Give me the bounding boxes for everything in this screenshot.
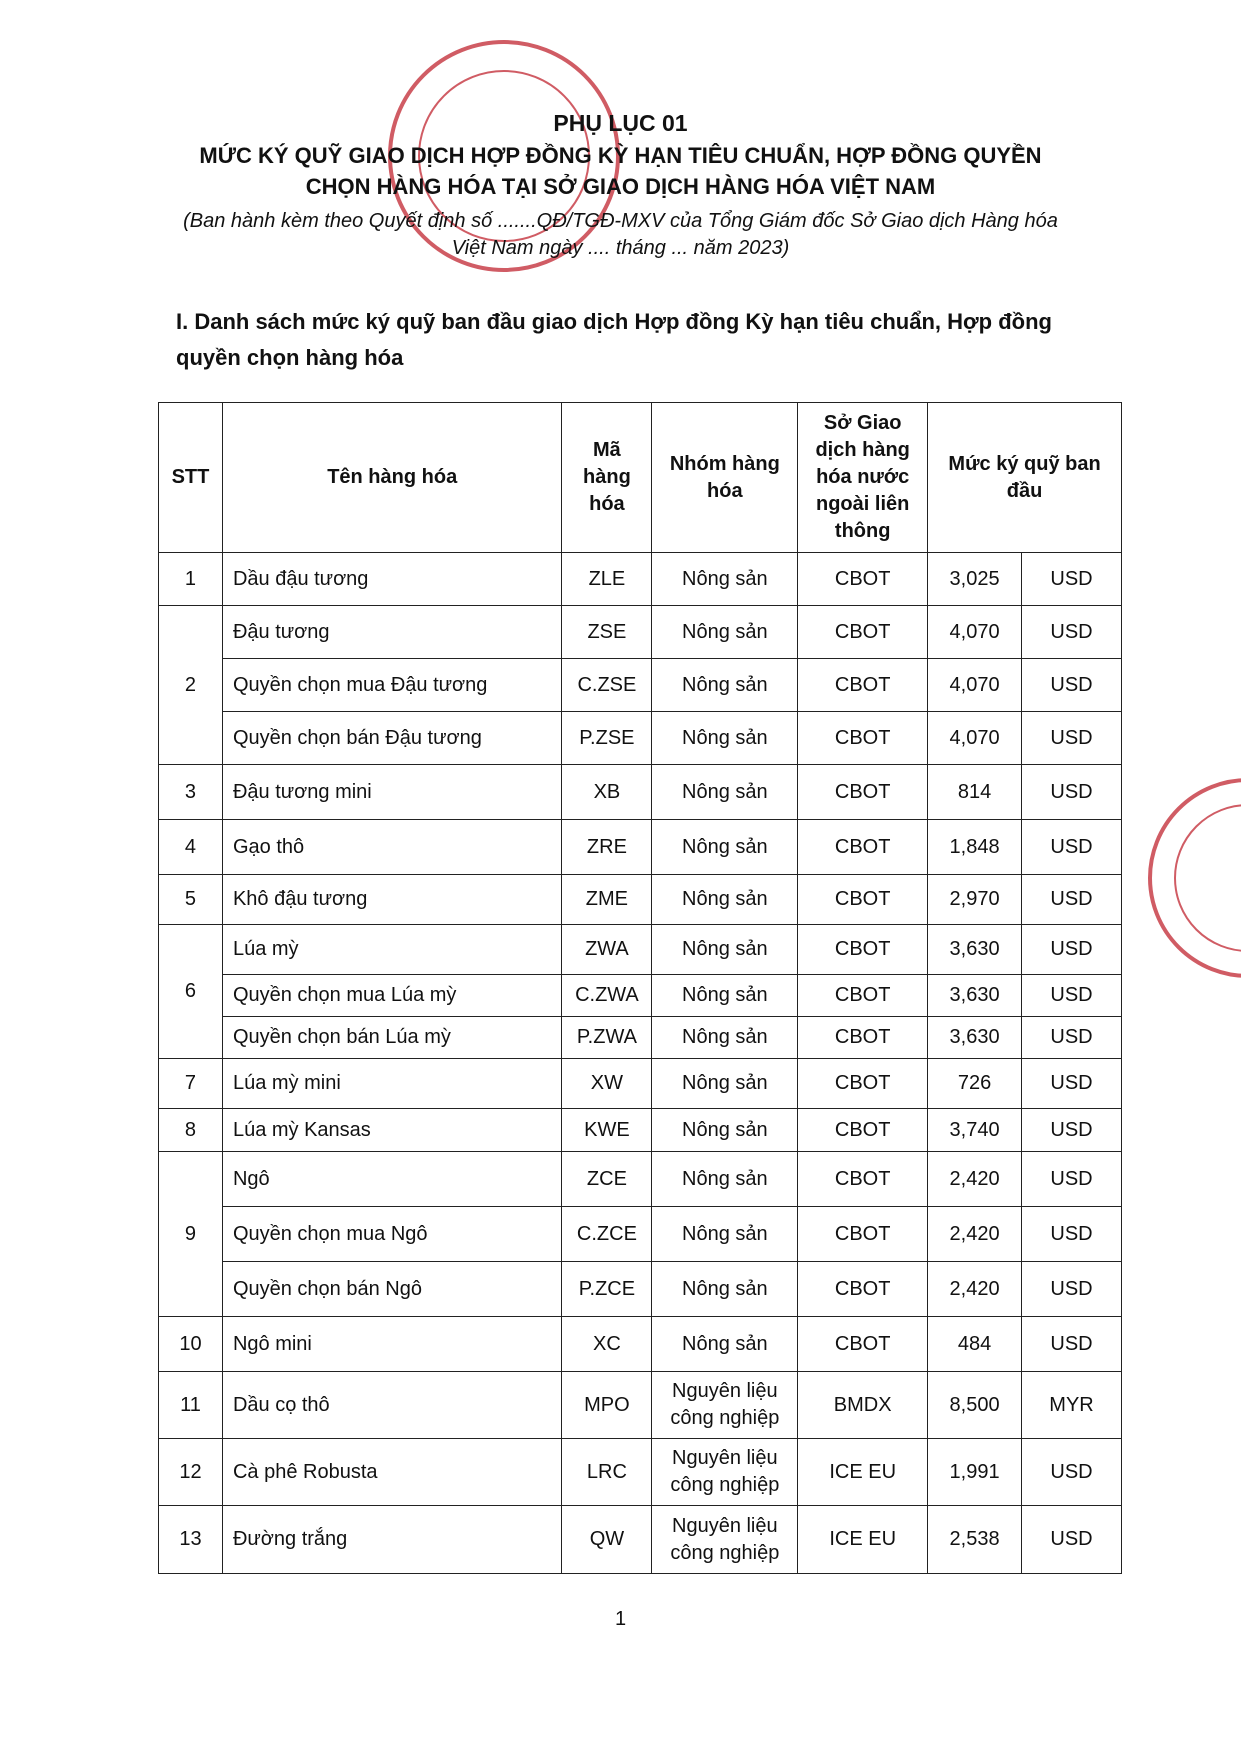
cell-exchange: CBOT xyxy=(798,975,928,1017)
cell-stt: 12 xyxy=(159,1439,223,1506)
cell-group: Nông sản xyxy=(652,553,798,606)
cell-value: 2,420 xyxy=(928,1262,1022,1317)
cell-currency: USD xyxy=(1022,553,1122,606)
cell-code: KWE xyxy=(562,1109,652,1152)
cell-exchange: CBOT xyxy=(798,1152,928,1207)
cell-value: 726 xyxy=(928,1059,1022,1109)
cell-code: P.ZWA xyxy=(562,1017,652,1059)
cell-code: XW xyxy=(562,1059,652,1109)
cell-stt: 13 xyxy=(159,1506,223,1574)
appendix-title: PHỤ LỤC 01 xyxy=(553,110,688,136)
cell-exchange: CBOT xyxy=(798,659,928,712)
cell-exchange: CBOT xyxy=(798,875,928,925)
cell-group: Nông sản xyxy=(652,1017,798,1059)
cell-currency: USD xyxy=(1022,1059,1122,1109)
table-row xyxy=(159,1262,1122,1317)
cell-exchange: CBOT xyxy=(798,712,928,765)
cell-code: XC xyxy=(562,1317,652,1372)
cell-group: Nông sản xyxy=(652,712,798,765)
cell-value: 3,740 xyxy=(928,1109,1022,1152)
table-row xyxy=(159,925,1122,975)
cell-exchange: CBOT xyxy=(798,765,928,820)
cell-exchange: CBOT xyxy=(798,1059,928,1109)
cell-exchange: ICE EU xyxy=(798,1439,928,1506)
cell-stt: 9 xyxy=(159,1152,223,1317)
table-row xyxy=(159,975,1122,1017)
cell-group: Nông sản xyxy=(652,875,798,925)
cell-code: C.ZSE xyxy=(562,659,652,712)
cell-group: Nông sản xyxy=(652,1059,798,1109)
cell-code: C.ZWA xyxy=(562,975,652,1017)
header-group: Nhóm hàng hóa xyxy=(652,403,798,553)
cell-name: Quyền chọn mua Lúa mỳ xyxy=(222,975,561,1017)
cell-stt: 10 xyxy=(159,1317,223,1372)
cell-name: Lúa mỳ mini xyxy=(222,1059,561,1109)
table-row xyxy=(159,1372,1122,1439)
table-row xyxy=(159,606,1122,659)
cell-currency: USD xyxy=(1022,765,1122,820)
cell-group: Nguyên liệu công nghiệp xyxy=(652,1439,798,1506)
cell-group: Nông sản xyxy=(652,1152,798,1207)
document-subtitle-line1: MỨC KÝ QUỸ GIAO DỊCH HỢP ĐỒNG KỲ HẠN TIÊU CHUẨN, HỢP ĐỒNG QUYỀN xyxy=(199,143,1042,168)
cell-name: Dầu cọ thô xyxy=(222,1372,561,1439)
table-row xyxy=(159,1152,1122,1207)
cell-name: Quyền chọn mua Ngô xyxy=(222,1207,561,1262)
cell-group: Nông sản xyxy=(652,606,798,659)
cell-name: Dầu đậu tương xyxy=(222,553,561,606)
red-seal-stamp-edge xyxy=(1148,778,1241,978)
cell-stt: 6 xyxy=(159,925,223,1059)
cell-value: 2,420 xyxy=(928,1207,1022,1262)
cell-name: Ngô xyxy=(222,1152,561,1207)
cell-stt: 4 xyxy=(159,820,223,875)
cell-value: 3,025 xyxy=(928,553,1022,606)
cell-code: ZWA xyxy=(562,925,652,975)
table-row xyxy=(159,553,1122,606)
cell-value: 2,420 xyxy=(928,1152,1022,1207)
cell-stt: 2 xyxy=(159,606,223,765)
cell-code: ZME xyxy=(562,875,652,925)
cell-stt: 3 xyxy=(159,765,223,820)
cell-name: Quyền chọn mua Đậu tương xyxy=(222,659,561,712)
cell-name: Đường trắng xyxy=(222,1506,561,1574)
page-number: 1 xyxy=(614,1608,627,1630)
cell-currency: USD xyxy=(1022,1017,1122,1059)
cell-currency: USD xyxy=(1022,606,1122,659)
cell-group: Nông sản xyxy=(652,765,798,820)
cell-code: ZCE xyxy=(562,1152,652,1207)
seal-inner-ring xyxy=(1174,804,1241,952)
cell-currency: USD xyxy=(1022,875,1122,925)
header-code: Mã hàng hóa xyxy=(562,403,652,553)
cell-code: LRC xyxy=(562,1439,652,1506)
cell-currency: USD xyxy=(1022,820,1122,875)
cell-code: P.ZCE xyxy=(562,1262,652,1317)
cell-value: 2,538 xyxy=(928,1506,1022,1574)
cell-group: Nông sản xyxy=(652,1262,798,1317)
issuance-note-line2: Việt Nam ngày .... tháng ... năm 2023) xyxy=(451,237,790,259)
cell-code: ZRE xyxy=(562,820,652,875)
cell-exchange: CBOT xyxy=(798,1262,928,1317)
cell-name: Ngô mini xyxy=(222,1317,561,1372)
cell-name: Cà phê Robusta xyxy=(222,1439,561,1506)
table-row xyxy=(159,659,1122,712)
table-row xyxy=(159,875,1122,925)
table-row xyxy=(159,1109,1122,1152)
table-row xyxy=(159,1506,1122,1574)
table-row xyxy=(159,765,1122,820)
cell-value: 4,070 xyxy=(928,606,1022,659)
table-row xyxy=(159,1207,1122,1262)
cell-value: 1,848 xyxy=(928,820,1022,875)
cell-group: Nông sản xyxy=(652,1207,798,1262)
cell-value: 3,630 xyxy=(928,975,1022,1017)
cell-group: Nông sản xyxy=(652,659,798,712)
document-subtitle-line2: CHỌN HÀNG HÓA TẠI SỞ GIAO DỊCH HÀNG HÓA VIỆT NAM xyxy=(305,174,936,199)
cell-currency: MYR xyxy=(1022,1372,1122,1439)
cell-currency: USD xyxy=(1022,1439,1122,1506)
issuance-note-line1: (Ban hành kèm theo Quyết định số .......QĐ/TGĐ-MXV của Tổng Giám đốc Sở Giao dịch Hàng hóa xyxy=(183,210,1058,232)
cell-code: XB xyxy=(562,765,652,820)
cell-exchange: CBOT xyxy=(798,606,928,659)
table-body xyxy=(159,553,1122,1574)
cell-exchange: CBOT xyxy=(798,925,928,975)
cell-exchange: CBOT xyxy=(798,1109,928,1152)
cell-name: Lúa mỳ Kansas xyxy=(222,1109,561,1152)
cell-exchange: ICE EU xyxy=(798,1506,928,1574)
section-heading: I. Danh sách mức ký quỹ ban đầu giao dịch Hợp đồng Kỳ hạn tiêu chuẩn, Hợp đồng quyền chọn hàng hóa xyxy=(176,309,1052,370)
cell-exchange: CBOT xyxy=(798,1207,928,1262)
cell-group: Nguyên liệu công nghiệp xyxy=(652,1372,798,1439)
cell-name: Khô đậu tương xyxy=(222,875,561,925)
cell-stt: 11 xyxy=(159,1372,223,1439)
header-margin: Mức ký quỹ ban đầu xyxy=(928,403,1122,553)
cell-name: Đậu tương xyxy=(222,606,561,659)
cell-currency: USD xyxy=(1022,1152,1122,1207)
cell-exchange: BMDX xyxy=(798,1372,928,1439)
table-row xyxy=(159,712,1122,765)
cell-currency: USD xyxy=(1022,1207,1122,1262)
cell-stt: 5 xyxy=(159,875,223,925)
cell-group: Nguyên liệu công nghiệp xyxy=(652,1506,798,1574)
cell-value: 814 xyxy=(928,765,1022,820)
cell-group: Nông sản xyxy=(652,1317,798,1372)
cell-code: C.ZCE xyxy=(562,1207,652,1262)
cell-currency: USD xyxy=(1022,925,1122,975)
cell-group: Nông sản xyxy=(652,820,798,875)
cell-value: 484 xyxy=(928,1317,1022,1372)
cell-currency: USD xyxy=(1022,1262,1122,1317)
cell-value: 8,500 xyxy=(928,1372,1022,1439)
cell-code: P.ZSE xyxy=(562,712,652,765)
cell-currency: USD xyxy=(1022,975,1122,1017)
cell-name: Quyền chọn bán Đậu tương xyxy=(222,712,561,765)
cell-code: MPO xyxy=(562,1372,652,1439)
table-header-row xyxy=(159,403,1122,553)
cell-value: 2,970 xyxy=(928,875,1022,925)
cell-name: Quyền chọn bán Lúa mỳ xyxy=(222,1017,561,1059)
cell-stt: 1 xyxy=(159,553,223,606)
cell-group: Nông sản xyxy=(652,1109,798,1152)
header-exchange: Sở Giao dịch hàng hóa nước ngoài liên thông xyxy=(798,403,928,553)
table-row xyxy=(159,1439,1122,1506)
cell-currency: USD xyxy=(1022,1506,1122,1574)
table-row xyxy=(159,1059,1122,1109)
cell-value: 4,070 xyxy=(928,659,1022,712)
margin-table xyxy=(158,402,1122,1574)
cell-code: ZSE xyxy=(562,606,652,659)
cell-exchange: CBOT xyxy=(798,1017,928,1059)
cell-stt: 7 xyxy=(159,1059,223,1109)
cell-currency: USD xyxy=(1022,712,1122,765)
cell-currency: USD xyxy=(1022,659,1122,712)
cell-currency: USD xyxy=(1022,1317,1122,1372)
cell-group: Nông sản xyxy=(652,925,798,975)
header-stt: STT xyxy=(159,403,223,553)
header-name: Tên hàng hóa xyxy=(222,403,561,553)
cell-name: Quyền chọn bán Ngô xyxy=(222,1262,561,1317)
cell-value: 4,070 xyxy=(928,712,1022,765)
cell-value: 3,630 xyxy=(928,1017,1022,1059)
cell-name: Đậu tương mini xyxy=(222,765,561,820)
cell-exchange: CBOT xyxy=(798,553,928,606)
cell-currency: USD xyxy=(1022,1109,1122,1152)
cell-exchange: CBOT xyxy=(798,820,928,875)
table-row xyxy=(159,820,1122,875)
table-row xyxy=(159,1017,1122,1059)
cell-value: 3,630 xyxy=(928,925,1022,975)
cell-exchange: CBOT xyxy=(798,1317,928,1372)
table-row xyxy=(159,1317,1122,1372)
cell-value: 1,991 xyxy=(928,1439,1022,1506)
cell-name: Lúa mỳ xyxy=(222,925,561,975)
cell-group: Nông sản xyxy=(652,975,798,1017)
cell-code: ZLE xyxy=(562,553,652,606)
cell-code: QW xyxy=(562,1506,652,1574)
cell-name: Gạo thô xyxy=(222,820,561,875)
cell-stt: 8 xyxy=(159,1109,223,1152)
